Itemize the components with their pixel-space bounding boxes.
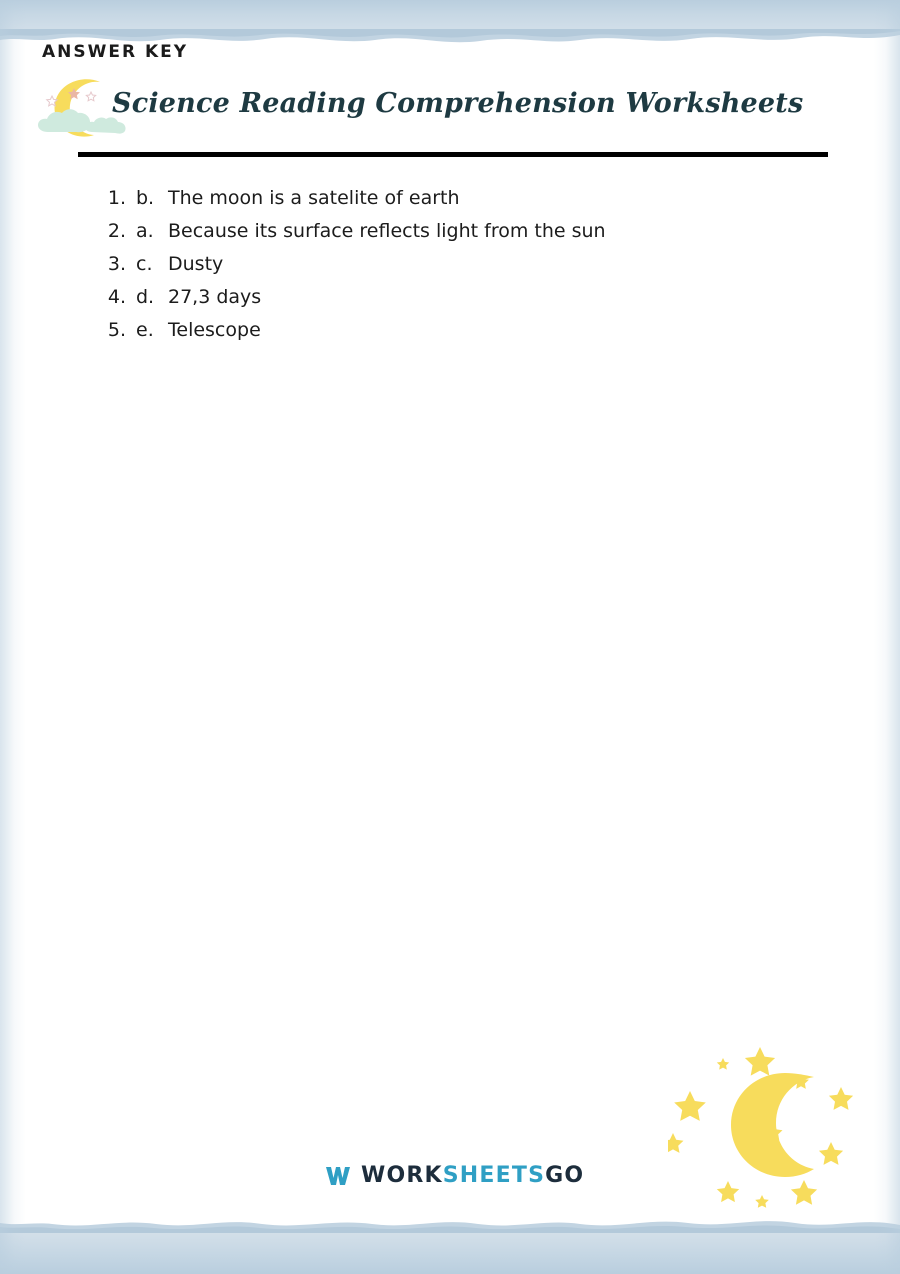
brand-text bbox=[361, 1163, 584, 1188]
torn-paper-top-edge bbox=[0, 0, 900, 34]
answer-letter: b. bbox=[136, 187, 155, 209]
answer-list bbox=[96, 182, 796, 347]
answer-letter: a. bbox=[136, 220, 154, 242]
answer-letter: c. bbox=[136, 253, 153, 275]
answer-text: The moon is a satelite of earth bbox=[168, 187, 460, 209]
answer-key-label: ANSWER KEY bbox=[42, 42, 189, 62]
brand-part-sheets: SHEETS bbox=[442, 1163, 546, 1188]
answer-number: 5. bbox=[107, 319, 126, 341]
list-item bbox=[96, 215, 796, 248]
torn-paper-bottom-edge bbox=[0, 1228, 900, 1274]
answer-text: Because its surface reflects light from the sun bbox=[168, 220, 606, 242]
paper-left-wash bbox=[0, 0, 26, 1274]
list-item bbox=[96, 248, 796, 281]
bottom-tear-shape bbox=[0, 1215, 900, 1233]
page-title: Science Reading Comprehension Worksheets bbox=[112, 88, 804, 119]
answer-letter: e. bbox=[136, 319, 154, 341]
answer-number: 2. bbox=[107, 220, 126, 242]
title-underline-rule bbox=[78, 152, 828, 157]
answer-letter: d. bbox=[136, 286, 155, 308]
brand-part-work: WORK bbox=[361, 1163, 443, 1188]
list-item bbox=[96, 281, 796, 314]
list-item bbox=[96, 182, 796, 215]
answer-number: 4. bbox=[107, 286, 126, 308]
footer-brand bbox=[325, 1163, 584, 1188]
brand-part-go: GO bbox=[545, 1163, 585, 1188]
answer-number: 3. bbox=[107, 253, 126, 275]
answer-text: 27,3 days bbox=[168, 286, 262, 308]
answer-text: Dusty bbox=[168, 253, 224, 275]
moon-and-stars-icon bbox=[668, 1041, 878, 1216]
answer-text: Telescope bbox=[168, 319, 261, 341]
list-item bbox=[96, 314, 796, 347]
answer-number: 1. bbox=[107, 187, 126, 209]
worksheetsgo-logo-icon bbox=[325, 1165, 351, 1187]
